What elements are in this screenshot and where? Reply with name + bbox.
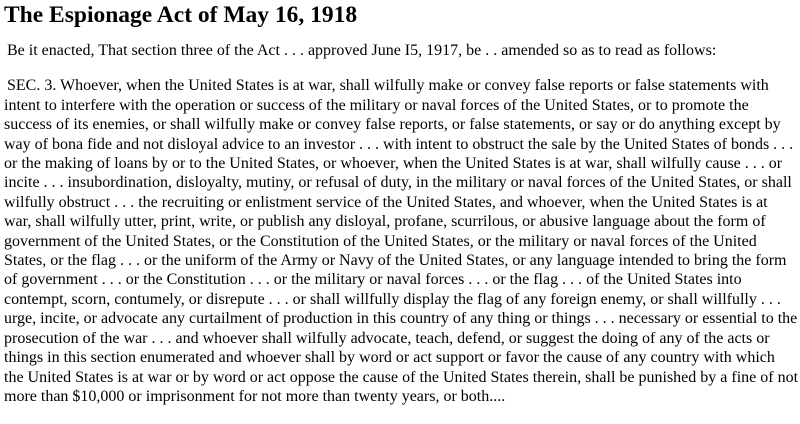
enacting-clause-paragraph: Be it enacted, That section three of the Act . . . approved June I5, 1917, be . . amended so as to read as follows: — [7, 42, 717, 59]
document-title: The Espionage Act of May 16, 1918 — [4, 2, 358, 28]
section-3-paragraph: SEC. 3. Whoever, when the United States is at war, shall wilfully make or convey false reports or false statements with intent to interfere with the operation or success of the military or naval forces of the United States, or to promote the success of its enemies, or shall wilfully make or convey false reports, or false statements, or say or do anything except by way of bona fide and not disloyal advice to an investor . . . with intent to obstruct the sale by the United States of bonds . . . or the making of loans by or to the United States, or whoever, when the United States is at war, shall wilfully cause . . . or incite . . . insubordination, disloyalty, mutiny, or refusal of duty, in the military or naval forces of the United States, or shall wilfully obstruct . . . the recruiting or enlistment service of the United States, and whoever, when the United States is at war, shall wilfully utter, print, write, or publish any disloyal, profane, scurrilous, or abusive language about the form of government of the United States, or the Constitution of the United States, or the military or naval forces of the United States, or the flag . . . or the uniform of the Army or Navy of the United States, or any language intended to bring the form of government . . . or the Constitution . . . or the military or naval forces . . . or the flag . . . of the United States into contempt, scorn, contumely, or disrepute . . . or shall willfully display the flag of any foreign enemy, or shall willfully . . . urge, incite, or advocate any curtailment of production in this country of any thing or things . . . necessary or essential to the prosecution of the war . . . and whoever shall wilfully advocate, teach, defend, or suggest the doing of any of the acts or things in this section enumerated and whoever shall by word or act support or favor the cause of any country with which the United States is at war or by word or act oppose the cause of the United States therein, shall be punished by a fine of not more than $10,000 or imprisonment for not more than twenty years, or both.... — [4, 77, 799, 405]
